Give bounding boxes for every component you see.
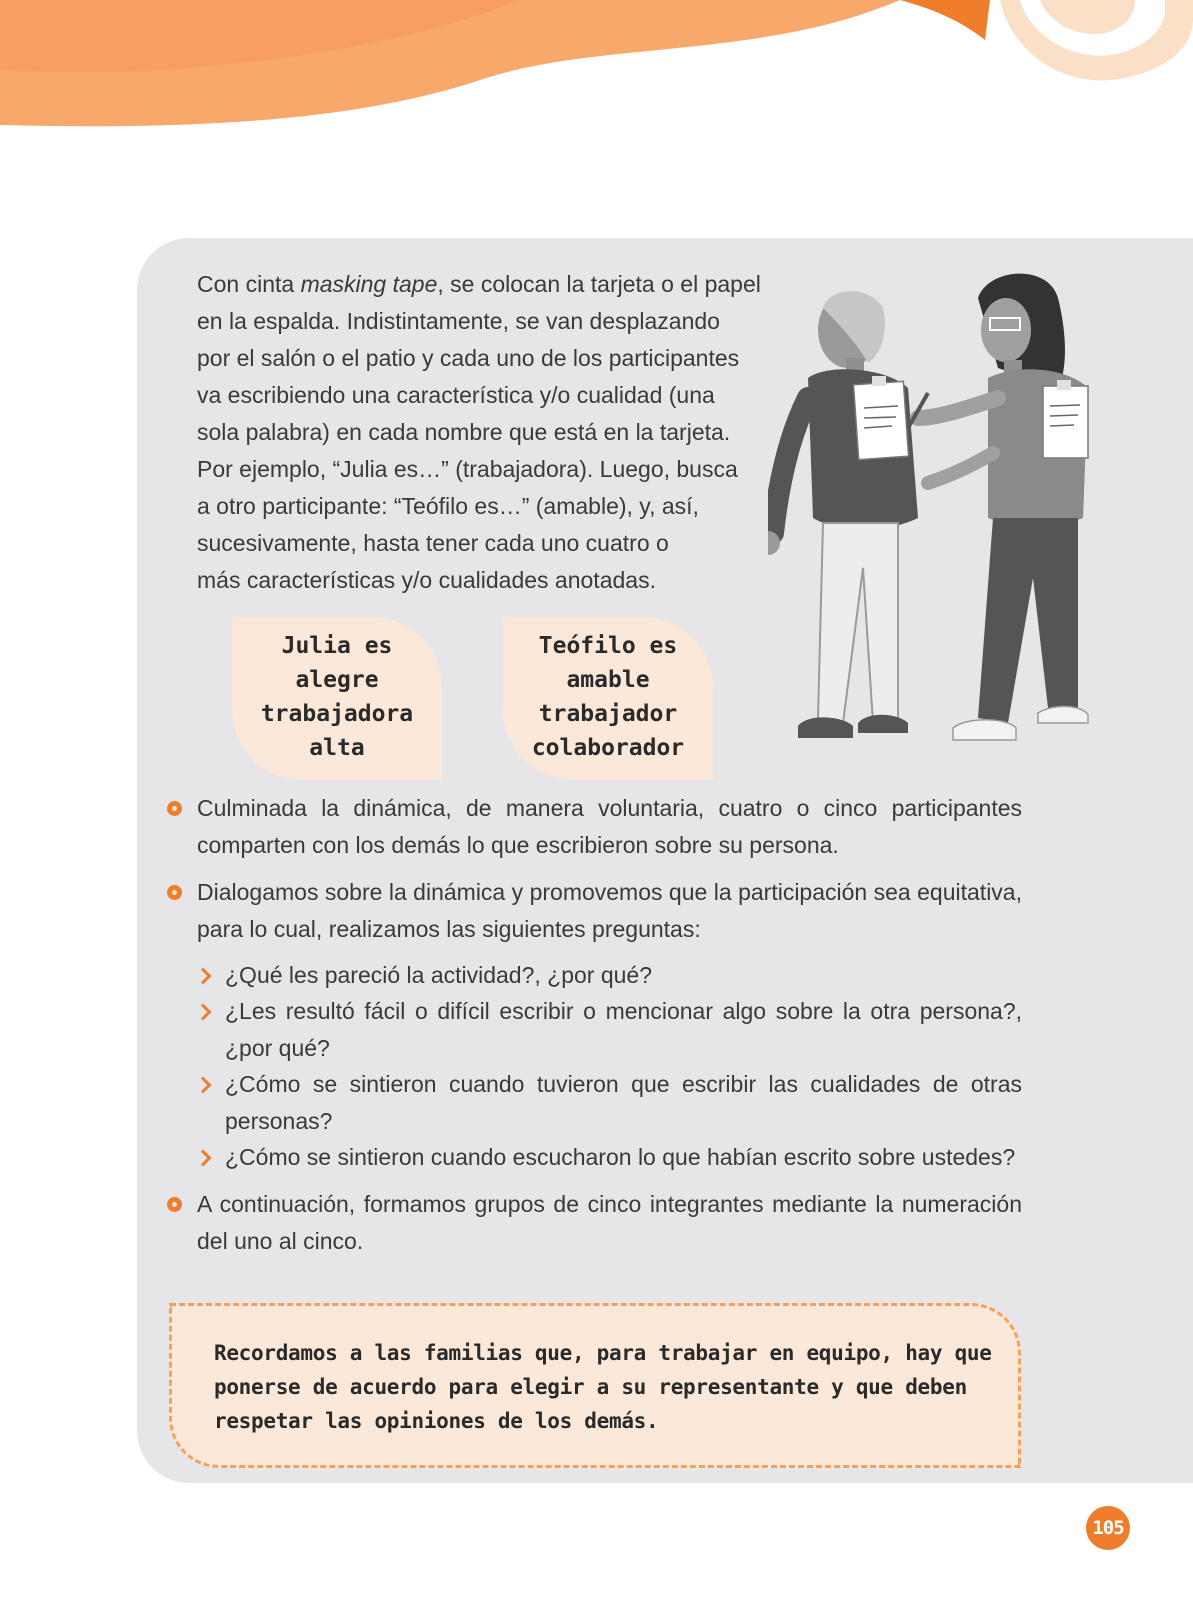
intro-line: por el salón o el patio y cada uno de los participantes	[197, 345, 740, 371]
bullet-text: Culminada la dinámica, de manera voluntaria, cuatro o cinco participantes comparten con los demás lo que escribieron sobre su persona.	[197, 795, 1022, 858]
question-item	[225, 957, 1022, 994]
card-line: trabajador	[538, 701, 678, 727]
bullet-dot-icon	[167, 1197, 182, 1212]
reminder-note-box	[169, 1303, 1021, 1468]
card-line: colaborador	[531, 735, 685, 761]
question-text: ¿Les resultó fácil o difícil escribir o mencionar algo sobre la otra persona?, ¿por qué?	[225, 998, 1022, 1061]
reminder-note-text: Recordamos a las familias que, para trabajar en equipo, hay que ponerse de acuerdo para elegir a su representante y que deben respetar las opiniones de los demás.	[214, 1341, 992, 1433]
card-line: alegre	[295, 667, 379, 693]
question-text: ¿Cómo se sintieron cuando tuvieron que escribir las cualidades de otras personas?	[225, 1071, 1022, 1134]
bullet-item	[197, 874, 1022, 948]
card-line: Julia es	[281, 633, 393, 659]
intro-line: a otro participante: “Teófilo es…” (amable), y, así,	[197, 493, 699, 519]
bullet-item	[197, 790, 1022, 864]
question-item	[225, 993, 1022, 1067]
card-line: Teófilo es	[538, 633, 678, 659]
card-line: trabajadora	[260, 701, 414, 727]
intro-line: sucesivamente, hasta tener cada uno cuatro o	[197, 530, 669, 556]
question-text: ¿Cómo se sintieron cuando escucharon lo que habían escrito sobre ustedes?	[225, 1144, 1016, 1170]
intro-line: va escribiendo una característica y/o cualidad (una	[197, 382, 715, 408]
intro-line: más características y/o cualidades anotadas.	[197, 567, 656, 593]
header-wave-decoration	[0, 0, 1193, 160]
bullet-text: A continuación, formamos grupos de cinco integrantes mediante la numeración del uno al cinco.	[197, 1191, 1022, 1254]
example-card-julia	[232, 617, 442, 780]
question-item	[225, 1139, 1022, 1176]
intro-line: Por ejemplo, “Julia es…” (trabajadora). Luego, busca	[197, 456, 738, 482]
intro-line: sola palabra) en cada nombre que está en la tarjeta.	[197, 419, 731, 445]
card-line: alta	[309, 735, 365, 761]
page-number-badge: 105	[1086, 1506, 1130, 1550]
two-people-illustration	[768, 268, 1128, 768]
example-card-teofilo	[503, 617, 713, 780]
bullet-text: Dialogamos sobre la dinámica y promovemos que la participación sea equitativa, para lo cual, realizamos las siguientes preguntas:	[197, 879, 1022, 942]
bullet-item	[197, 1186, 1022, 1260]
question-item	[225, 1066, 1022, 1140]
intro-line: en la espalda. Indistintamente, se van desplazando	[197, 308, 720, 334]
bullet-dot-icon	[167, 885, 182, 900]
bullet-dot-icon	[167, 801, 182, 816]
question-text: ¿Qué les pareció la actividad?, ¿por qué?	[225, 962, 653, 988]
intro-paragraph	[197, 266, 769, 599]
card-line: amable	[566, 667, 650, 693]
intro-line: Con cinta masking tape, se colocan la tarjeta o el papel	[197, 271, 761, 297]
